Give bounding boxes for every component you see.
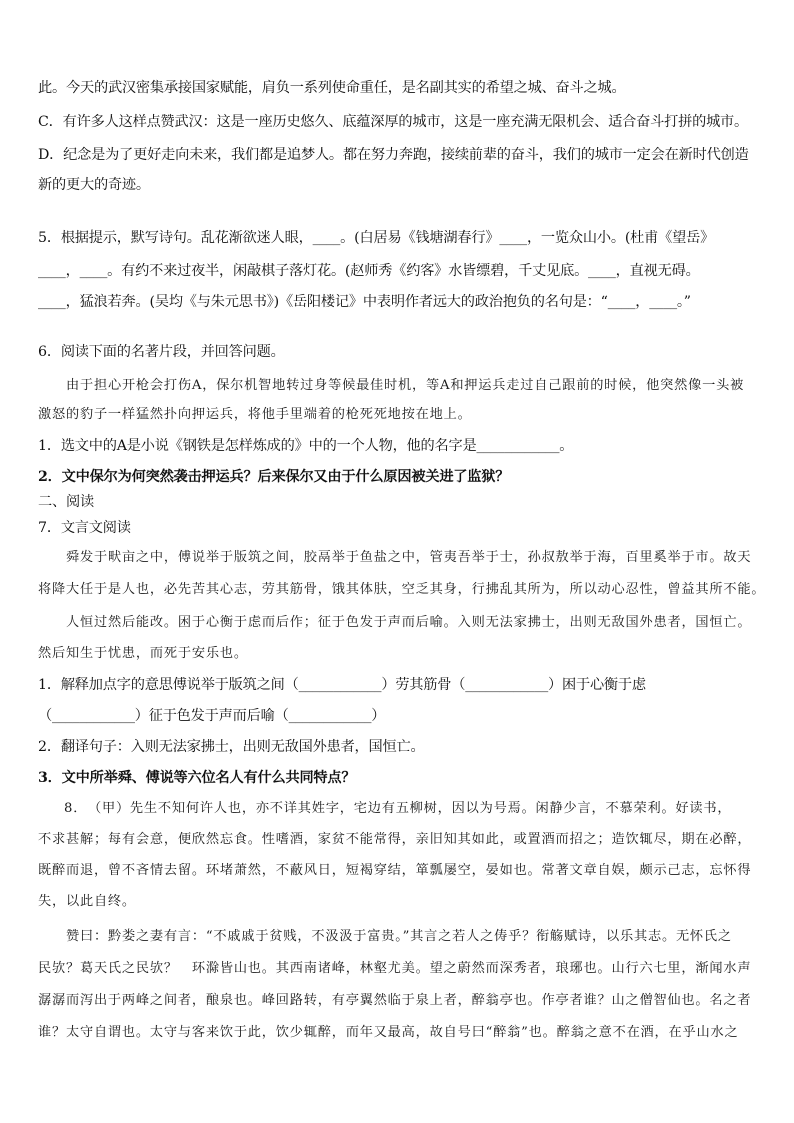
passage-line: 赞曰：黔娄之妻有言：“不戚戚于贫贱，不汲汲于富贵。”其言之若人之俦乎？衔觞赋诗，以乐其志。无怀氏之 [66, 929, 732, 944]
passage-line: 不求甚解；每有会意，便欣然忘食。性嗜酒，家贫不能常得，亲旧知其如此，或置酒而招之；造饮辄尽，期在必醉， [38, 832, 752, 847]
question-7: 7．文言文阅读 [38, 520, 131, 536]
text-line: ____，____。有约不来过夜半，闲敲棋子落灯花。(赵师秀《约客》水皆缥碧，千丈见底。____，直视无碍。 [38, 263, 700, 279]
subquestion: 2．翻译句子：入则无法家拂士，出则无敌国外患者，国恒亡。 [38, 739, 425, 755]
passage-line: 舜发于畎亩之中，傅说举于版筑之间，胶鬲举于鱼盐之中，管夷吾举于士，孙叔敖举于海，百里奚举于市。故天 [66, 550, 752, 565]
passage-line: 失，以此自终。 [38, 894, 136, 909]
option-c: C．有许多人这样点赞武汉：这是一座历史悠久、底蕴深厚的城市，这是一座充满无限机会、适合奋斗打拼的城市。 [38, 114, 749, 130]
passage-line: 将降大任于是人也，必先苦其心志，劳其筋骨，饿其体肤，空乏其身，行拂乱其所为，所以动心忍性，曾益其所不能。 [38, 582, 766, 597]
passage-line: 人恒过然后能改。困于心衡于虑而后作；征于色发于声而后喻。入则无法家拂士，出则无敌国外患者，国恒亡。 [66, 615, 752, 630]
option-d: D．纪念是为了更好走向未来，我们都是追梦人。都在努力奔跑，接续前辈的奋斗，我们的城市一定会在新时代创造 [38, 147, 749, 163]
subquestion: 3．文中所举舜、傅说等六位名人有什么共同特点？ [38, 770, 356, 786]
subquestion: 2．文中保尔为何突然袭击押运兵？后来保尔又由于什么原因被关进了监狱？ [38, 469, 510, 485]
question-6: 6．阅读下面的名著片段，并回答问题。 [38, 344, 285, 360]
section-heading: 二、阅读 [38, 494, 94, 510]
subquestion: （____________）征于色发于声而后喻（____________） [38, 708, 386, 724]
text-line: 此。今天的武汉密集承接国家赋能，肩负一系列使命重任，是名副其实的希望之城、奋斗之城。 [38, 80, 626, 96]
subquestion: 1．解释加点字的意思傅说举于版筑之间（____________）劳其筋骨（____________）困于心衡于虑 [38, 677, 646, 693]
passage-line: 谁？太守自谓也。太守与客来饮于此，饮少辄醉，而年又最高，故自号曰“醉翁”也。醉翁之意不在酒，在乎山水之 [38, 1025, 739, 1040]
text-line: 新的更大的奇迹。 [38, 177, 150, 193]
excerpt-line: 由于担心开枪会打伤A，保尔机智地转过身等候最佳时机，等A和押运兵走过自己跟前的时候，他突然像一头被 [66, 378, 745, 393]
passage-line: 然后知生于忧患，而死于安乐也。 [38, 646, 248, 661]
excerpt-line: 激怒的豹子一样猛然扑向押运兵，将他手里端着的枪死死地按在地上。 [38, 407, 472, 422]
text-line: ____，猛浪若奔。(吴均《与朱元思书》)《岳阳楼记》中表明作者远大的政治抱负的名句是：“____，____。” [38, 294, 691, 310]
subquestion: 1．选文中的A是小说《钢铁是怎样炼成的》中的一个人物，他的名字是____________。 [38, 438, 574, 454]
passage-line: 潺潺而泻出于两峰之间者，酿泉也。峰回路转，有亭翼然临于泉上者，醉翁亭也。作亭者谁？山之僧智仙也。名之者 [38, 993, 752, 1008]
passage-line: 民欤？葛天氏之民欤？ 环滁皆山也。其西南诸峰，林壑尤美。望之蔚然而深秀者，琅琊也。山行六七里，渐闻水声 [38, 961, 752, 976]
question-8: 8． （甲）先生不知何许人也，亦不详其姓字，宅边有五柳树，因以为号焉。闲静少言，不慕荣利。好读书， [64, 801, 732, 816]
passage-line: 既醉而退，曾不吝情去留。环堵萧然，不蔽风日，短褐穿结，箪瓢屡空，晏如也。常著文章自娱，颇示己志，忘怀得 [38, 863, 752, 878]
question-5: 5．根据提示，默写诗句。乱花渐欲迷人眼，____。(白居易《钱塘湖春行》____，一览众山小。(杜甫《望岳》 [38, 230, 715, 246]
